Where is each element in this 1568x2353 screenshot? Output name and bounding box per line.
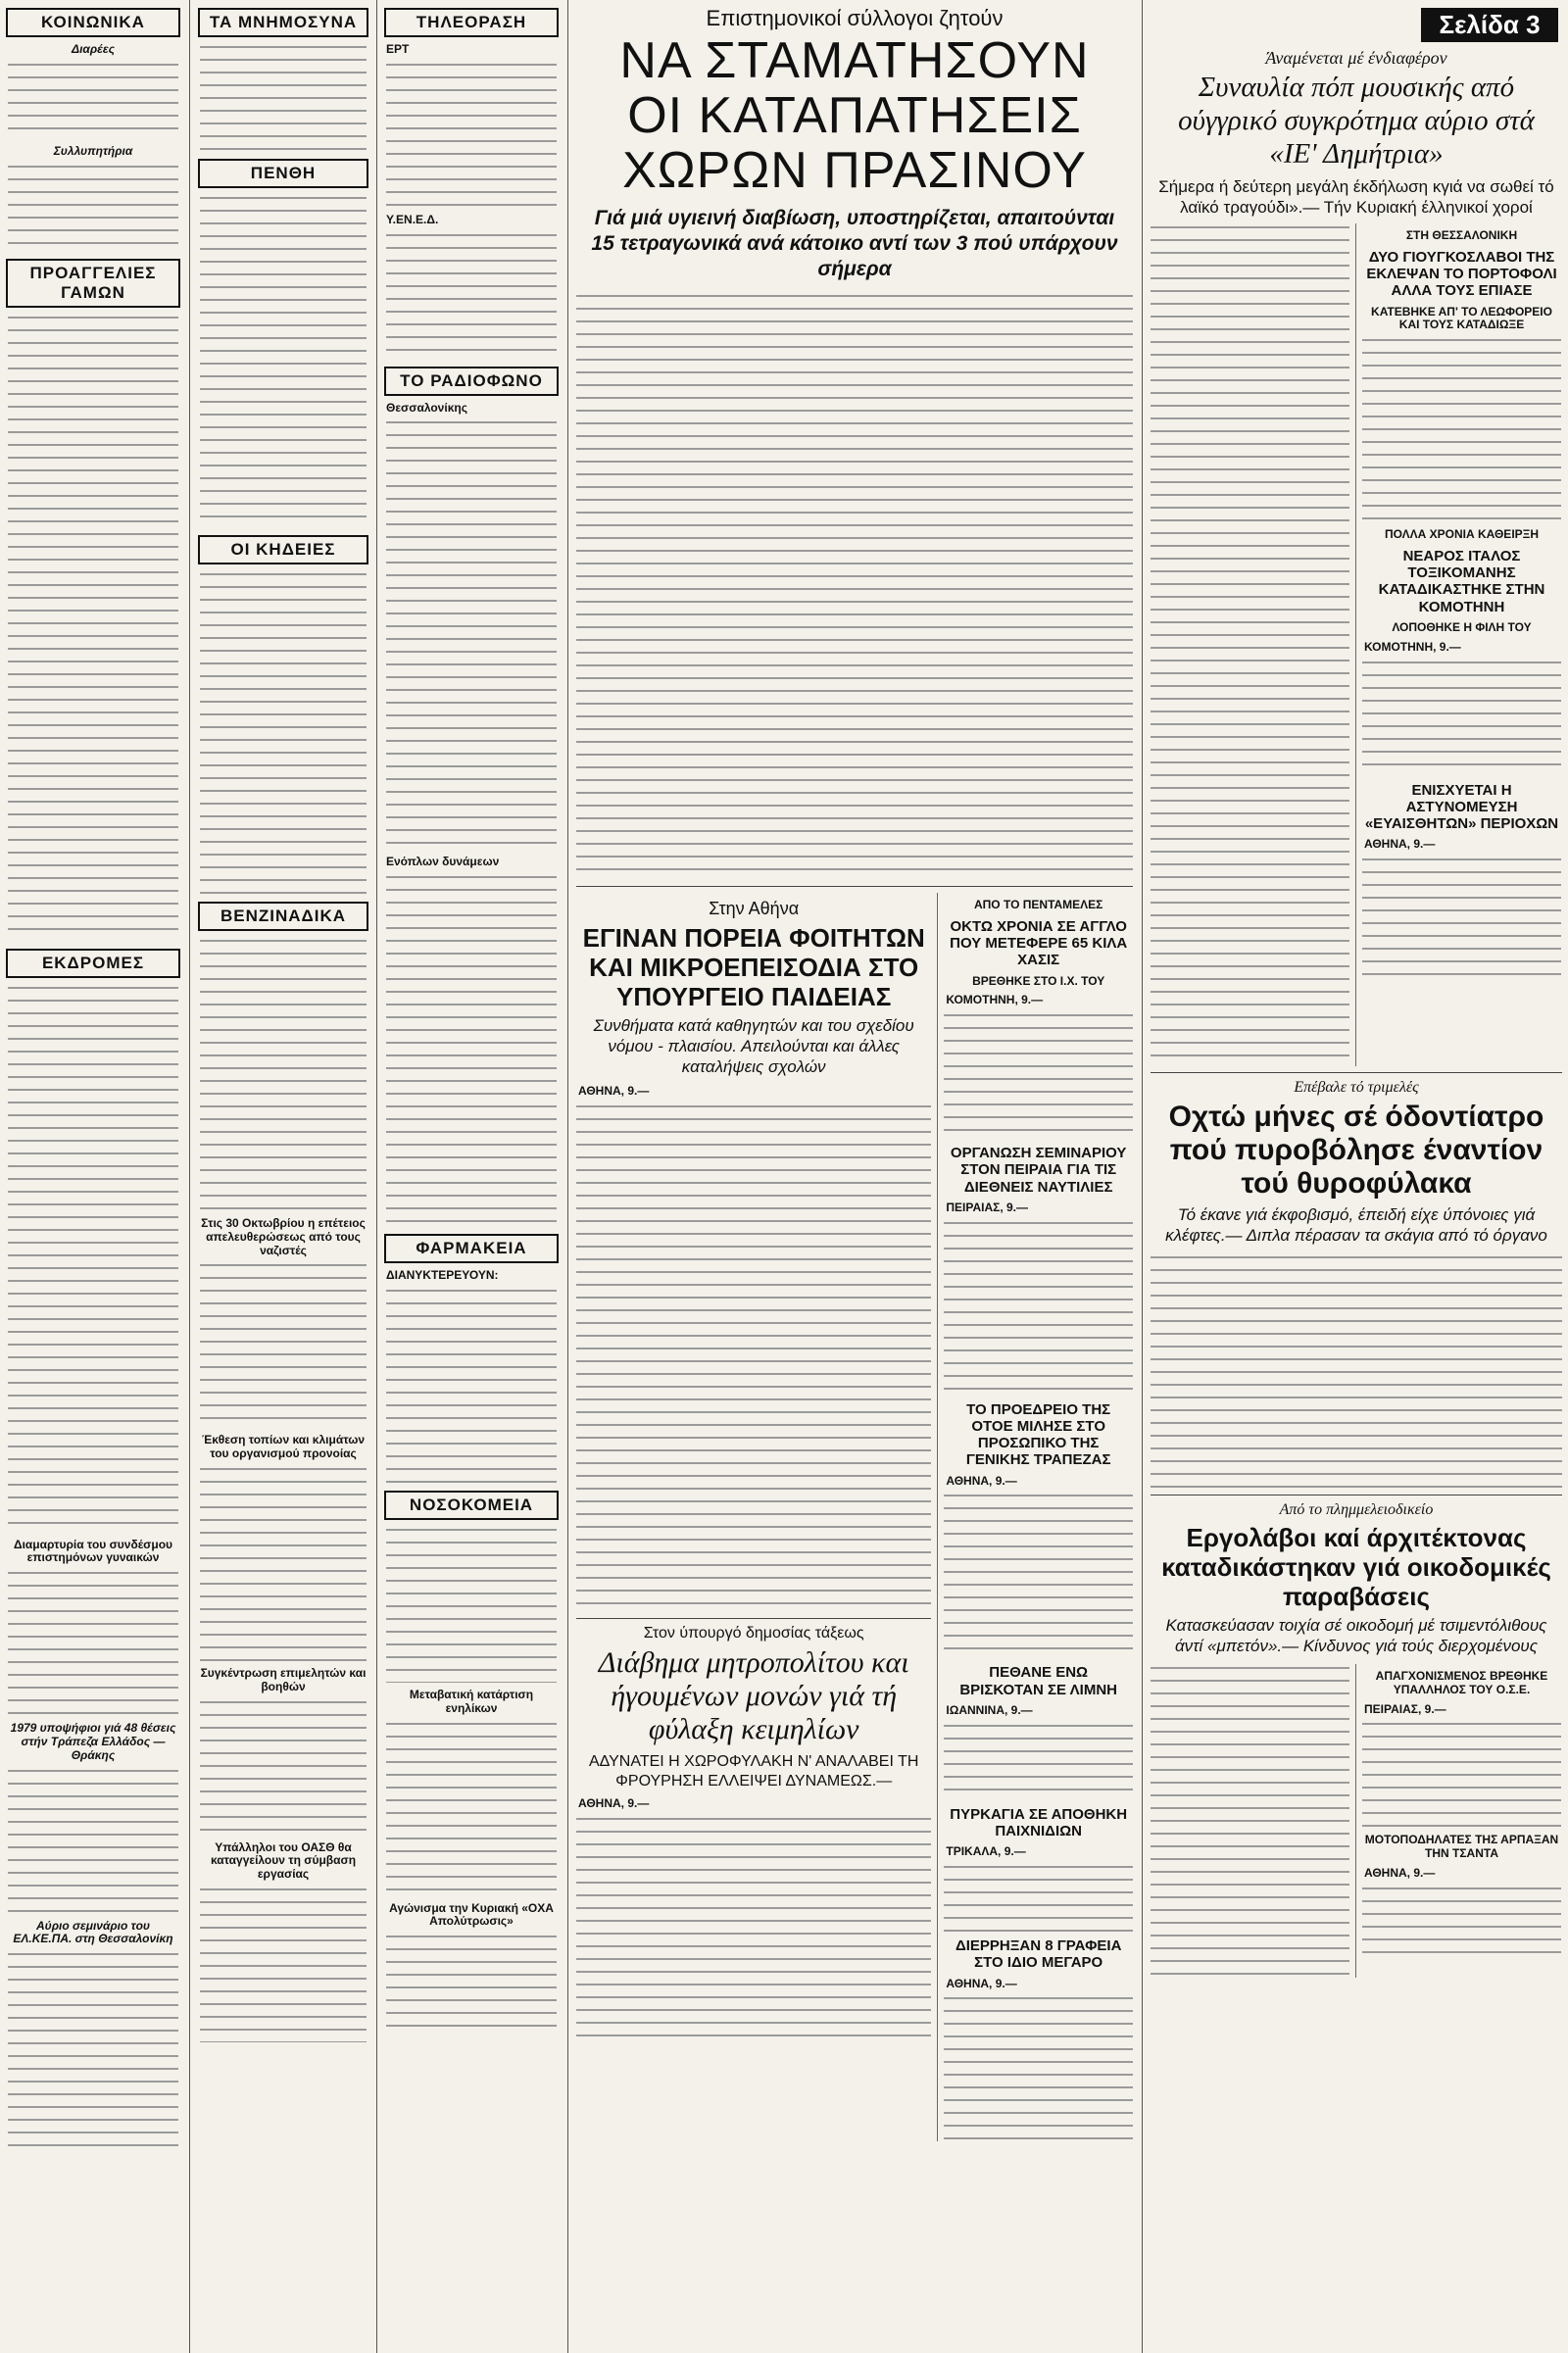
subhead-protest: Διαμαρτυρία του συνδέσμου επιστημόνων γυναικών [13, 1537, 173, 1565]
text-filler [8, 1767, 178, 1914]
main-subhead: Γιά μιά υγιεινή διαβίωση, υποστηρίζεται, απαιτούνται 15 τετραγωνικά ανά κάτοικο αντί των 3 πού υπάρχουν σήμερα [591, 207, 1118, 280]
police-headline: ΕΝΙΣΧΥΕΤΑΙ Η ΑΣΤΥΝΟΜΕΥΣΗ «ΕΥΑΙΣΘΗΤΩΝ» ΠΕΡΙΟΧΩΝ [1364, 781, 1559, 833]
builders-body [1145, 1664, 1355, 1978]
thief-headline: ΔΥΟ ΓΙΟΥΓΚΟΣΛΑΒΟΙ ΤΗΣ ΕΚΛΕΨΑΝ ΤΟ ΠΟΡΤΟΦΟΛΙ ΑΛΛΑ ΤΟΥΣ ΕΠΙΑΣΕ [1366, 248, 1557, 300]
label-night-shift: ΔΙΑΝΥΚΤΕΡΕΥΟΥΝ: [386, 1268, 499, 1283]
right-bottom [1145, 1664, 1568, 1978]
main-body [576, 292, 1133, 880]
thief-sub: ΚΑΤΕΒΗΚΕ ΑΠ' ΤΟ ΛΕΩΦΟΡΕΙΟ ΚΑΙ ΤΟΥΣ ΚΑΤΑΔΙΩΞΕ [1371, 304, 1552, 332]
seminar-headline: ΟΡΓΑΝΩΣΗ ΣΕΜΙΝΑΡΙΟΥ ΣΤΟΝ ΠΕΙΡΑΙΑ ΓΙΑ ΤΙΣ ΔΙΕΘΝΕΙΣ ΝΑΥΤΙΛΙΕΣ [950, 1145, 1127, 1196]
text-filler [944, 1219, 1133, 1396]
pentameleias-dateline: ΚΟΜΟΤΗΝΗ, 9.— [946, 993, 1044, 1007]
text-filler [1362, 1720, 1561, 1828]
metropolitan-subhead: ΑΔΥΝΑΤΕΙ Η ΧΩΡΟΦΥΛΑΚΗ Ν' ΑΝΑΛΑΒΕΙ ΤΗ ΦΡΟΥΡΗΣΗ ΕΛΛΕΙΨΕΙ ΔΥΝΑΜΕΩΣ.— [588, 1752, 919, 1789]
thief-kicker: ΣΤΗ ΘΕΣΣΑΛΟΝΙΚΗ [1405, 228, 1518, 242]
text-filler [8, 61, 178, 139]
seminar-dateline: ΠΕΙΡΑΙΑΣ, 9.— [946, 1200, 1029, 1214]
divider [576, 886, 1133, 887]
metropolitan-headline: Διάβημα μητροπολίτου και ήγουμένων μονών γιά τή φύλαξη κειμηλίων [598, 1645, 909, 1745]
text-filler [944, 1492, 1133, 1658]
text-filler [8, 984, 178, 1533]
fire-headline: ΠΥΡΚΑΓΙΑ ΣΕ ΑΠΟΘΗΚΗ ΠΑΙΧΝΙΔΙΩΝ [950, 1805, 1128, 1840]
rubric-funerals: ΟΙ ΚΗΔΕΙΕΣ [198, 535, 368, 564]
subhead-adult-training: Μεταβατική κατάρτιση ενηλίκων [409, 1687, 534, 1715]
subhead-gathering: Συγκέντρωση επιμελητών και βοηθών [200, 1665, 367, 1693]
text-filler [1362, 1885, 1561, 1953]
text-filler [944, 1863, 1133, 1932]
italian-headline: ΝΕΑΡΟΣ ΙΤΑΛΟΣ ΤΟΞΙΚΟΜΑΝΗΣ ΚΑΤΑΔΙΚΑΣΤΗΚΕ ΣΤΗΝ ΚΟΜΟΤΗΝΗ [1378, 547, 1545, 615]
subhead-liberation: Στις 30 Οκτωβρίου η επέτειος απελευθερώσεως από τους ναζιστές [201, 1216, 366, 1257]
concert-headline: Συναυλία πόπ μουσικής από ούγγρικό συγκρότημα αύριο στά «ΙΕ' Δημήτρια» [1178, 72, 1535, 170]
column-rule [376, 0, 377, 2353]
text-filler [8, 314, 178, 941]
main-headline-line2: ΟΙ ΚΑΤΑΠΑΤΗΣΕΙΣ [627, 87, 1082, 144]
text-filler [200, 937, 367, 1211]
subhead-condolences: Συλλυπητήρια [53, 143, 133, 158]
builders-kicker: Από το πλημμελειοδικείο [1279, 1501, 1434, 1518]
athens-block [570, 893, 938, 2141]
rubric-pharmacies: ΦΑΡΜΑΚΕΙΑ [384, 1234, 559, 1263]
text-filler [386, 418, 557, 850]
main-headline-line1: ΝΑ ΣΤΑΜΑΤΗΣΟΥΝ [619, 32, 1090, 89]
label-thessaloniki: Θεσσαλονίκης [386, 400, 467, 415]
main-kicker: Επιστημονικοί σύλλογοι ζητούν [706, 6, 1004, 30]
italian-dateline: ΚΟΜΟΤΗΝΗ, 9.— [1364, 639, 1461, 654]
divider [576, 1618, 931, 1619]
metropolitan-dateline: ΑΘΗΝΑ, 9.— [578, 1795, 650, 1810]
rubric-mourning: ΠΕΝΘΗ [198, 159, 368, 188]
subhead-sports: Αγώνισμα την Κυριακή «ΟΧΑ Απολύτρωσις» [389, 1900, 554, 1929]
lower-main [570, 893, 1139, 2141]
text-filler [1151, 223, 1349, 1066]
label-ert: ΕΡΤ [386, 42, 410, 56]
builders-headline: Εργολάβοι καί άρχιτέκτονας καταδικάστηκαν γιά οικοδομικές παραβάσεις [1161, 1523, 1551, 1611]
metropolitan-kicker: Στον ύπουργό δημοσίας τάξεως [643, 1624, 864, 1642]
builders-subhead: Κατασκεύασαν τοιχία σέ οικοδομή μέ τσιμεντόλιθους άντί «μπετόν».— Κίνδυνος γιά τούς διερχομένους [1165, 1616, 1547, 1655]
subhead-dianomes: Διαρέες [72, 42, 115, 56]
theft-headline: ΔΙΕΡΡΗΞΑΝ 8 ΓΡΑΦΕΙΑ ΣΤΟ ΙΔΙΟ ΜΕΓΑΡΟ [955, 1937, 1122, 1972]
column-rule [567, 0, 568, 2353]
rubric-radio: ΤΟ ΡΑΔΙΟΦΩΝΟ [384, 367, 559, 396]
text-filler [200, 194, 367, 527]
bag-snatch-dateline: ΑΘΗΝΑ, 9.— [1364, 1865, 1436, 1880]
text-filler [200, 1261, 367, 1428]
column-right [1145, 0, 1568, 2353]
lake-headline: ΠΕΘΑΝΕ ΕΝΩ ΒΡΙΣΚΟΤΑΝ ΣΕ ΛΙΜΝΗ [959, 1664, 1117, 1698]
label-yened: Υ.ΕΝ.Ε.Δ. [386, 212, 439, 226]
text-filler [944, 1011, 1133, 1139]
concert-subhead: Σήμερα ή δεύτερη μεγάλη έκδήλωση κγιά να σωθεί τό λαϊκό τραγούδι».— Τήν Κυριακή έλληνικοί χοροί [1158, 177, 1554, 217]
column-rule [189, 0, 190, 2353]
main-headline-line3: ΧΩΡΩΝ ΠΡΑΣΙΝΟΥ [622, 142, 1087, 199]
athens-subhead: Συνθήματα κατά καθηγητών και του σχεδίου νόμου - πλαισίου. Απειλούνται και άλλες καταλήψεις σχολών [593, 1016, 914, 1076]
athens-kicker: Στην Αθήνα [709, 899, 800, 918]
athens-body [576, 1103, 931, 1612]
text-filler [386, 873, 557, 1226]
text-filler [386, 231, 557, 359]
theft-dateline: ΑΘΗΝΑ, 9.— [946, 1976, 1017, 1990]
text-filler [386, 1287, 557, 1483]
bag-snatch-headline: ΜΟΤΟΠΟΔΗΛΑΤΕΣ ΤΗΣ ΑΡΠΑΞΑΝ ΤΗΝ ΤΣΑΝΤΑ [1364, 1833, 1559, 1861]
dentist-headline: Οχτώ μήνες σέ όδοντίατρο πού πυροβόλησε έναντίον τού θυροφύλακα [1168, 1101, 1544, 1200]
hanged-dateline: ΠΕΙΡΑΙΑΣ, 9.— [1364, 1701, 1446, 1716]
rubric-hospitals: ΝΟΣΟΚΟΜΕΙΑ [384, 1491, 559, 1520]
text-filler [944, 1994, 1133, 2141]
text-filler [1362, 336, 1561, 522]
subhead-oasth: Υπάλληλοι του ΟΑΣΘ θα καταγγείλουν τη σύμβαση εργασίας [210, 1839, 357, 1882]
right-two-cols [1145, 223, 1568, 1066]
otoe-dateline: ΑΘΗΝΑ, 9.— [946, 1473, 1017, 1488]
pentameleias-headline: ΟΚΤΩ ΧΡΟΝΙΑ ΣΕ ΑΓΓΛΟ ΠΟΥ ΜΕΤΕΦΕΡΕ 65 ΚΙΛΑ ΧΑΣΙΣ [950, 917, 1128, 969]
text-filler [200, 1886, 367, 2042]
briefs-block [938, 893, 1139, 2141]
text-filler [200, 1698, 367, 1836]
text-filler [1362, 856, 1561, 983]
rubric-memorials: ΤΑ ΜΝΗΜΟΣΥΝΑ [198, 8, 368, 37]
divider [1151, 1072, 1562, 1073]
text-filler [386, 1933, 557, 2031]
text-filler [1151, 1253, 1562, 1489]
metropolitan-body [576, 1815, 931, 2040]
column-social [0, 0, 186, 2353]
rubric-tv: ΤΗΛΕΟΡΑΣΗ [384, 8, 559, 37]
text-filler [1362, 659, 1561, 776]
right-briefs-col [1355, 223, 1567, 1066]
text-filler [386, 1526, 557, 1683]
subhead-seminar: Αύριο σεμινάριο του ΕΛ.ΚΕ.ΠΑ. στη Θεσσαλονίκη [13, 1918, 173, 1946]
dentist-subhead: Τό έκανε γιά έκφοβισμό, έπειδή είχε ύπόνοιες γιά κλέφτες.— Διπλα πέρασαν τα σκάγια από τό όργανο [1165, 1205, 1547, 1245]
pentameleias-sub: ΒΡΕΘΗΚΕ ΣΤΟ Ι.Χ. ΤΟΥ [972, 973, 1105, 988]
athens-headline: ΕΓΙΝΑΝ ΠΟΡΕΙΑ ΦΟΙΤΗΤΩΝ ΚΑΙ ΜΙΚΡΟΕΠΕΙΣΟΔΙΑ ΣΤΟ ΥΠΟΥΡΓΕΙΟ ΠΑΙΔΕΙΑΣ [582, 923, 925, 1011]
text-filler [8, 1950, 178, 2146]
right-text-col [1145, 223, 1355, 1066]
fire-dateline: ΤΡΙΚΑΛΑ, 9.— [946, 1844, 1026, 1859]
hanged-headline: ΑΠΑΓΧΟΝΙΣΜΕΝΟΣ ΒΡΕΘΗΚΕ ΥΠΑΛΛΗΛΟΣ ΤΟΥ Ο.Σ.Ε. [1375, 1669, 1548, 1696]
text-filler [386, 1720, 557, 1896]
text-filler [8, 163, 178, 251]
right-bottom-briefs [1355, 1664, 1567, 1978]
text-filler [944, 1722, 1133, 1800]
text-filler [200, 570, 367, 894]
column-main [570, 0, 1139, 2353]
rubric-social: ΚΟΙΝΩΝΙΚΑ [6, 8, 180, 37]
otoe-headline: ΤΟ ΠΡΟΕΔΡΕΙΟ ΤΗΣ ΟΤΟΕ ΜΙΛΗΣΕ ΣΤΟ ΠΡΟΣΩΠΙΚΟ ΤΗΣ ΓΕΝΙΚΗΣ ΤΡΑΠΕΖΑΣ [965, 1400, 1111, 1469]
rubric-wedding: ΠΡΟΑΓΓΕΛΙΕΣ ΓΑΜΩΝ [6, 259, 180, 308]
italian-kicker: ΠΟΛΛΑ ΧΡΟΝΙΑ ΚΑΘΕΙΡΞΗ [1384, 527, 1540, 542]
police-dateline: ΑΘΗΝΑ, 9.— [1364, 837, 1436, 852]
column-memorials [192, 0, 374, 2353]
column-rule [1142, 0, 1143, 2353]
pentameleias-kicker: ΑΠΟ ΤΟ ΠΕΝΤΑΜΕΛΕΣ [973, 898, 1103, 911]
dentist-kicker: Επέβαλε τό τριμελές [1294, 1079, 1419, 1096]
lake-dateline: ΙΩΑΝΝΙΝΑ, 9.— [946, 1702, 1033, 1717]
text-filler [386, 61, 557, 208]
subhead-bank-candidates: 1979 υποψήφιοι γιά 48 θέσεις στήν Τράπεζα Ελλάδος — Θράκης [10, 1721, 176, 1762]
text-filler [200, 43, 367, 151]
italian-sub: ΛΟΠΟΘΗΚΕ Η ΦΙΛΗ ΤΟΥ [1392, 619, 1532, 634]
text-filler [200, 1465, 367, 1661]
subhead-exhibition: Έκθεση τοπίων και κλιμάτων του οργανισμού προνοίας [201, 1433, 366, 1461]
text-filler [8, 1569, 178, 1716]
column-tv-radio [378, 0, 564, 2353]
rubric-gas-stations: ΒΕΝΖΙΝΑΔΙΚΑ [198, 902, 368, 931]
text-filler [1151, 1664, 1349, 1978]
concert-kicker: Άναμένεται μέ ένδιαφέρον [1265, 48, 1447, 68]
label-armed-forces: Ενόπλων δυνάμεων [386, 855, 500, 869]
rubric-excursions: ΕΚΔΡΟΜΕΣ [6, 949, 180, 978]
athens-dateline: ΑΘΗΝΑ, 9.— [578, 1084, 650, 1098]
page-number-badge: Σελίδα 3 [1421, 8, 1558, 42]
